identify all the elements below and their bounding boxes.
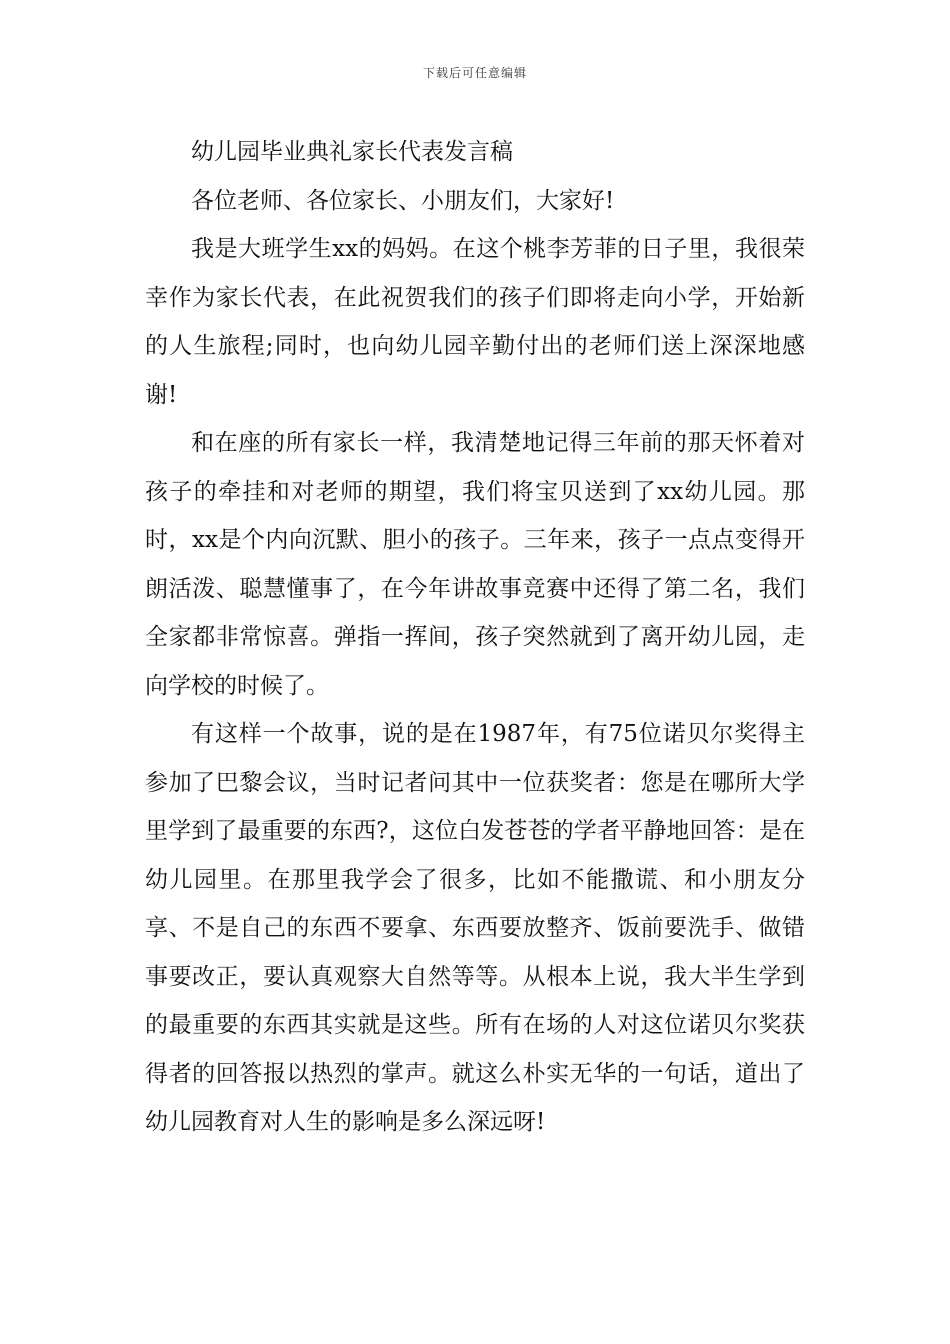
greeting-paragraph: 各位老师、各位家长、小朋友们，大家好! bbox=[191, 187, 615, 214]
document-body bbox=[145, 128, 805, 1147]
body-paragraph-1: 我是大班学生xx的妈妈。在这个桃李芳菲的日子里，我很荣幸作为家长代表，在此祝贺我们的孩子们即将走向小学，开始新的人生旅程;同时，也向幼儿园辛勤付出的老师们送上深深地感谢! bbox=[145, 236, 805, 408]
body-paragraph-3: 有这样一个故事，说的是在1987年，有75位诺贝尔奖得主参加了巴黎会议，当时记者问其中一位获奖者：您是在哪所大学里学到了最重要的东西?，这位白发苍苍的学者平静地回答：是在幼儿园里。在那里我学会了很多，比如不能撒谎、和小朋友分享、不是自己的东西不要拿、东西要放整齐、饭前要洗手、做错事要改正，要认真观察大自然等等。从根本上说，我大半生学到的最重要的东西其实就是这些。所有在场的人对这位诺贝尔奖获得者的回答报以热烈的掌声。就这么朴实无华的一句话，道出了幼儿园教育对人生的影响是多么深远呀! bbox=[145, 721, 805, 1135]
header-note: 下载后可任意编辑 bbox=[422, 66, 527, 80]
document-title: 幼儿园毕业典礼家长代表发言稿 bbox=[191, 139, 513, 165]
body-paragraph-2: 和在座的所有家长一样，我清楚地记得三年前的那天怀着对孩子的牵挂和对老师的期望，我们将宝贝送到了xx幼儿园。那时，xx是个内向沉默、胆小的孩子。三年来，孩子一点点变得开朗活泼、聪慧懂事了，在今年讲故事竞赛中还得了第二名，我们全家都非常惊喜。弹指一挥间，孩子突然就到了离开幼儿园，走向学校的时候了。 bbox=[145, 430, 805, 699]
